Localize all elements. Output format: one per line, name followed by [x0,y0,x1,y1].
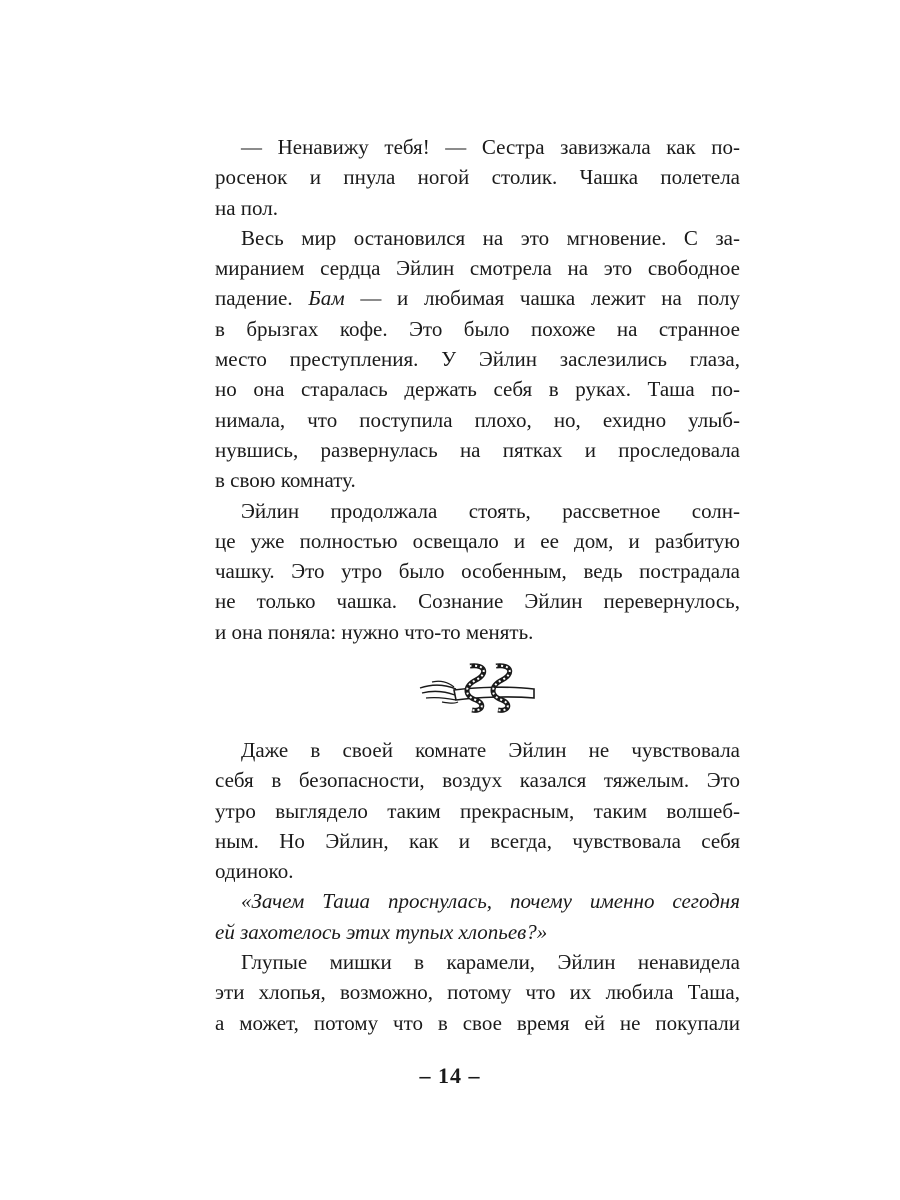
text-line: Эйлин продолжала стоять, рассветное солн- [241,498,740,523]
text-line: Глупые мишки в карамели, Эйлин ненавидела [241,950,740,975]
text-line: эти хлопья, возможно, потому что их любила Таша, [215,980,740,1005]
text-line: нимала, что поступила плохо, но, ехидно улыб- [215,407,740,432]
hand-holding-snakes-ornament-icon [418,660,542,714]
text-line: нувшись, развернулась на пятках и проследовала [215,437,740,462]
text-run: — и любимая чашка лежит на полу [344,286,740,311]
page-number: – 14 – [419,1063,481,1088]
text-line: утро выглядело таким прекрасным, таким волшеб- [215,798,740,823]
text-line: в свою комнату. [215,468,356,493]
thought-line: ей захотелось этих тупых хлопьев?» [215,919,548,944]
text-line: а может, потому что в свое время ей не покупали [215,1010,740,1035]
text-line: Даже в своей комнате Эйлин не чувствовала [241,738,740,762]
text-line [215,283,740,313]
text-line: но она старалась держать себя в руках. Таша по- [215,377,740,402]
text-line: росенок и пнула ногой столик. Чашка полетела [215,165,740,190]
thought-line: «Зачем Таша проснулась, почему именно сегодня [241,889,740,914]
text-line: чашку. Это утро было особенным, ведь пострадала [215,559,740,584]
text-line: на пол. [215,195,278,220]
text-line: и она поняла: нужно что-то менять. [215,619,534,644]
text-line: ным. Но Эйлин, как и всегда, чувствовала себя [215,828,740,853]
text-line: — Ненавижу тебя! — Сестра завизжала как по- [241,135,740,159]
text-line: одиноко. [215,859,294,884]
italic-word-bam: Бам [308,286,345,311]
text-line: в брызгах кофе. Это было похоже на странное [215,316,740,341]
text-line: миранием сердца Эйлин смотрела на это свободное [215,256,740,281]
text-line: Весь мир остановился на это мгновение. С за- [241,225,740,250]
text-line: себя в безопасности, воздух казался тяжелым. Это [215,768,740,793]
text-line: не только чашка. Сознание Эйлин перевернулось, [215,589,740,614]
text-run: падение. [215,286,309,311]
text-section-2 [215,735,740,1038]
text-section-1 [215,132,740,647]
text-line: место преступления. У Эйлин заслезились глаза, [215,347,740,372]
text-line: це уже полностью освещало и ее дом, и разбитую [215,528,740,553]
